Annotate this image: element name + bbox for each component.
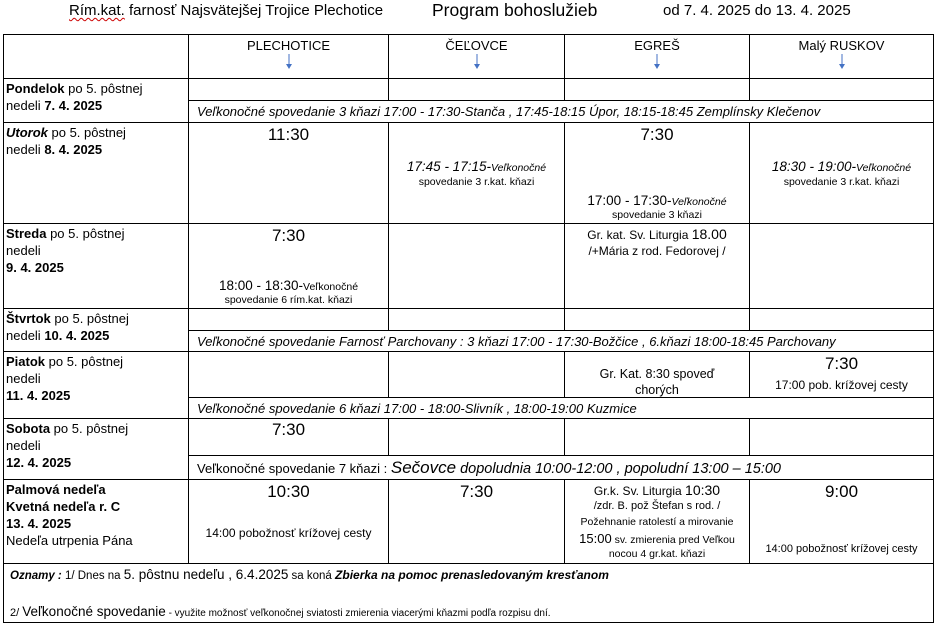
cell-thu-egres bbox=[565, 309, 750, 331]
span-sat-confession: Veľkonočné spovedanie 7 kňazi : Sečovce dopoludnia 10:00-12:00 , popoludní 13:00 – 15:00 bbox=[189, 456, 934, 480]
cell-sun-plechotice: 10:30 14:00 pobožnosť krížovej cesty bbox=[189, 480, 389, 564]
cell-tue-maly-ruskov: 18:30 - 19:00-Veľkonočné spovedanie 3 r.kat. kňazi bbox=[750, 123, 934, 224]
arrow-down-icon bbox=[285, 54, 293, 70]
parish-name: Rím.kat. farnosť Najsvätejšej Trojice Plechotice bbox=[69, 2, 384, 19]
day-tuesday: Utorok po 5. pôstnej nedeli 8. 4. 2025 bbox=[4, 123, 189, 224]
cell-wed-plechotice: 7:30 18:00 - 18:30-Veľkonočné spovedanie 6 rím.kat. kňazi bbox=[189, 224, 389, 309]
cell-sat-maly-ruskov bbox=[750, 419, 934, 456]
cell-fri-maly-ruskov: 7:30 17:00 pob. krížovej cesty bbox=[750, 352, 934, 398]
cell-wed-maly-ruskov bbox=[750, 224, 934, 309]
span-mon-confession: Veľkonočné spovedanie 3 kňazi 17:00 - 17:30-Stanča , 17:45-18:15 Úpor, 18:15-18:45 Zemplínsky Klečenov bbox=[189, 101, 934, 123]
cell-thu-plechotice bbox=[189, 309, 389, 331]
cell-tue-egres: 7:30 17:00 - 17:30-Veľkonočné spovedanie 3 kňazi bbox=[565, 123, 750, 224]
program-title: Program bohoslužieb bbox=[432, 0, 598, 20]
announcements bbox=[4, 564, 934, 623]
day-monday: Pondelok po 5. pôstnej nedeli 7. 4. 2025 bbox=[4, 79, 189, 123]
cell-thu-celovce bbox=[389, 309, 565, 331]
cell-fri-celovce bbox=[389, 352, 565, 398]
span-thu-confession: Veľkonočné spovedanie Farnosť Parchovany : 3 kňazi 17:00 - 17:30-Božčice , 6.kňazi 18:00-18:45 Parchovany bbox=[189, 331, 934, 352]
cell-wed-celovce bbox=[389, 224, 565, 309]
cell-mon-plechotice bbox=[189, 79, 389, 101]
day-friday: Piatok po 5. pôstnej nedeli 11. 4. 2025 bbox=[4, 352, 189, 419]
day-sunday: Palmová nedeľa Kvetná nedeľa r. C 13. 4. 2025 Nedeľa utrpenia Pána bbox=[4, 480, 189, 564]
col-header-egres: EGREŠ bbox=[565, 35, 750, 79]
cell-sun-egres: Gr.k. Sv. Liturgia 10:30 /zdr. B. pož Štefan s rod. / Požehnanie ratolestí a mirovanie 15:00 sv. zmierenia pred Veľkou nocou 4 gr.kat. kňazi bbox=[565, 480, 750, 564]
day-wednesday: Streda po 5. pôstnej nedeli 9. 4. 2025 bbox=[4, 224, 189, 309]
cell-mon-maly-ruskov bbox=[750, 79, 934, 101]
program-dates: od 7. 4. 2025 do 13. 4. 2025 bbox=[663, 2, 851, 19]
announcement-2: 2/ Veľkonočné spovedanie - využite možnosť veľkonočnej sviatosti zmierenia viacerými kňazmi podľa rozpisu dní. bbox=[10, 604, 551, 619]
cell-fri-plechotice bbox=[189, 352, 389, 398]
cell-sat-celovce bbox=[389, 419, 565, 456]
col-header-celovce: ČEĽOVCE bbox=[389, 35, 565, 79]
col-header-plechotice: PLECHOTICE bbox=[189, 35, 389, 79]
cell-mon-egres bbox=[565, 79, 750, 101]
corner-cell bbox=[4, 35, 189, 79]
announcement-1: Oznamy : 1/ Dnes na 5. pôstnu nedeľu , 6.4.2025 sa koná Zbierka na pomoc prenasledovaným kresťanom bbox=[10, 567, 609, 582]
col-header-maly-ruskov: Malý RUSKOV bbox=[750, 35, 934, 79]
cell-thu-maly-ruskov bbox=[750, 309, 934, 331]
cell-tue-celovce: 17:45 - 17:15-Veľkonočné spovedanie 3 r.kat. kňazi bbox=[389, 123, 565, 224]
document-header bbox=[0, 0, 938, 30]
day-thursday: Štvrtok po 5. pôstnej nedeli 10. 4. 2025 bbox=[4, 309, 189, 352]
cell-wed-egres: Gr. kat. Sv. Liturgia 18.00 /+Mária z rod. Fedorovej / bbox=[565, 224, 750, 309]
arrow-down-icon bbox=[653, 54, 661, 70]
cell-sun-celovce: 7:30 bbox=[389, 480, 565, 564]
span-fri-confession: Veľkonočné spovedanie 6 kňazi 17:00 - 18:00-Slivník , 18:00-19:00 Kuzmice bbox=[189, 398, 934, 419]
arrow-down-icon bbox=[473, 54, 481, 70]
schedule-table bbox=[3, 34, 934, 623]
cell-sun-maly-ruskov: 9:00 14:00 pobožnosť krížovej cesty bbox=[750, 480, 934, 564]
cell-fri-egres: Gr. Kat. 8:30 spoveď chorých bbox=[565, 352, 750, 398]
cell-sat-plechotice: 7:30 bbox=[189, 419, 389, 456]
cell-mon-celovce bbox=[389, 79, 565, 101]
arrow-down-icon bbox=[838, 54, 846, 70]
cell-tue-plechotice: 11:30 bbox=[189, 123, 389, 224]
day-saturday: Sobota po 5. pôstnej nedeli 12. 4. 2025 bbox=[4, 419, 189, 480]
cell-sat-egres bbox=[565, 419, 750, 456]
